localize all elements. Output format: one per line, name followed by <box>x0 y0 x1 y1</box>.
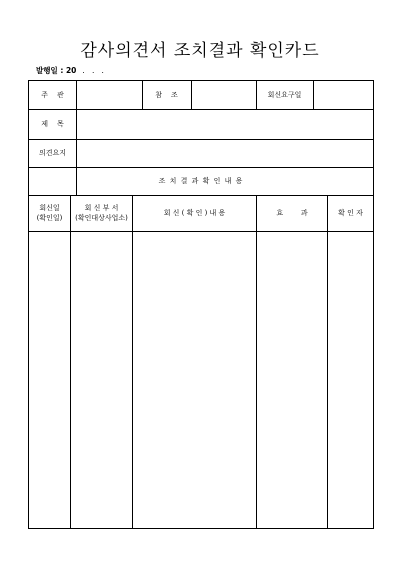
confirmation-card-form <box>28 80 374 529</box>
opinion-summary-field[interactable] <box>77 139 373 167</box>
subject-label: 제 목 <box>41 119 64 128</box>
confirmer-column-field[interactable] <box>328 232 373 528</box>
reply-department-column-field[interactable] <box>71 232 132 528</box>
issue-date-dots: . . . <box>82 66 104 75</box>
reference-value-field[interactable] <box>192 81 256 109</box>
reply-request-date-label: 회신요구일 <box>267 90 302 99</box>
column-header-effect: 효 과 <box>276 208 308 217</box>
result-section-heading: 조 치 결 과 확 인 내 용 <box>158 176 244 185</box>
reference-label: 참 조 <box>155 90 178 99</box>
reply-content-column-field[interactable] <box>133 232 256 528</box>
issue-date-label: 발행일 : 20 <box>36 66 77 75</box>
effect-column-field[interactable] <box>257 232 327 528</box>
organizer-value-field[interactable] <box>77 81 142 109</box>
reply-request-date-field[interactable] <box>314 81 373 109</box>
column-header-reply-date: 회신일 (확인일) <box>36 203 63 222</box>
organizer-label: 주 관 <box>41 90 64 99</box>
column-header-confirmer: 확 인 자 <box>338 208 363 217</box>
subject-field[interactable] <box>77 109 373 139</box>
issue-date-line <box>36 65 104 76</box>
reply-date-column-field[interactable] <box>29 232 70 528</box>
document-title: 감사의견서 조치결과 확인카드 <box>80 41 320 61</box>
column-header-reply-content: 회 신 ( 확 인 ) 내 용 <box>163 208 226 217</box>
column-header-reply-department: 회 신 부 서 (확인대상사업소) <box>75 203 128 222</box>
opinion-summary-label: 의견요지 <box>38 148 67 157</box>
